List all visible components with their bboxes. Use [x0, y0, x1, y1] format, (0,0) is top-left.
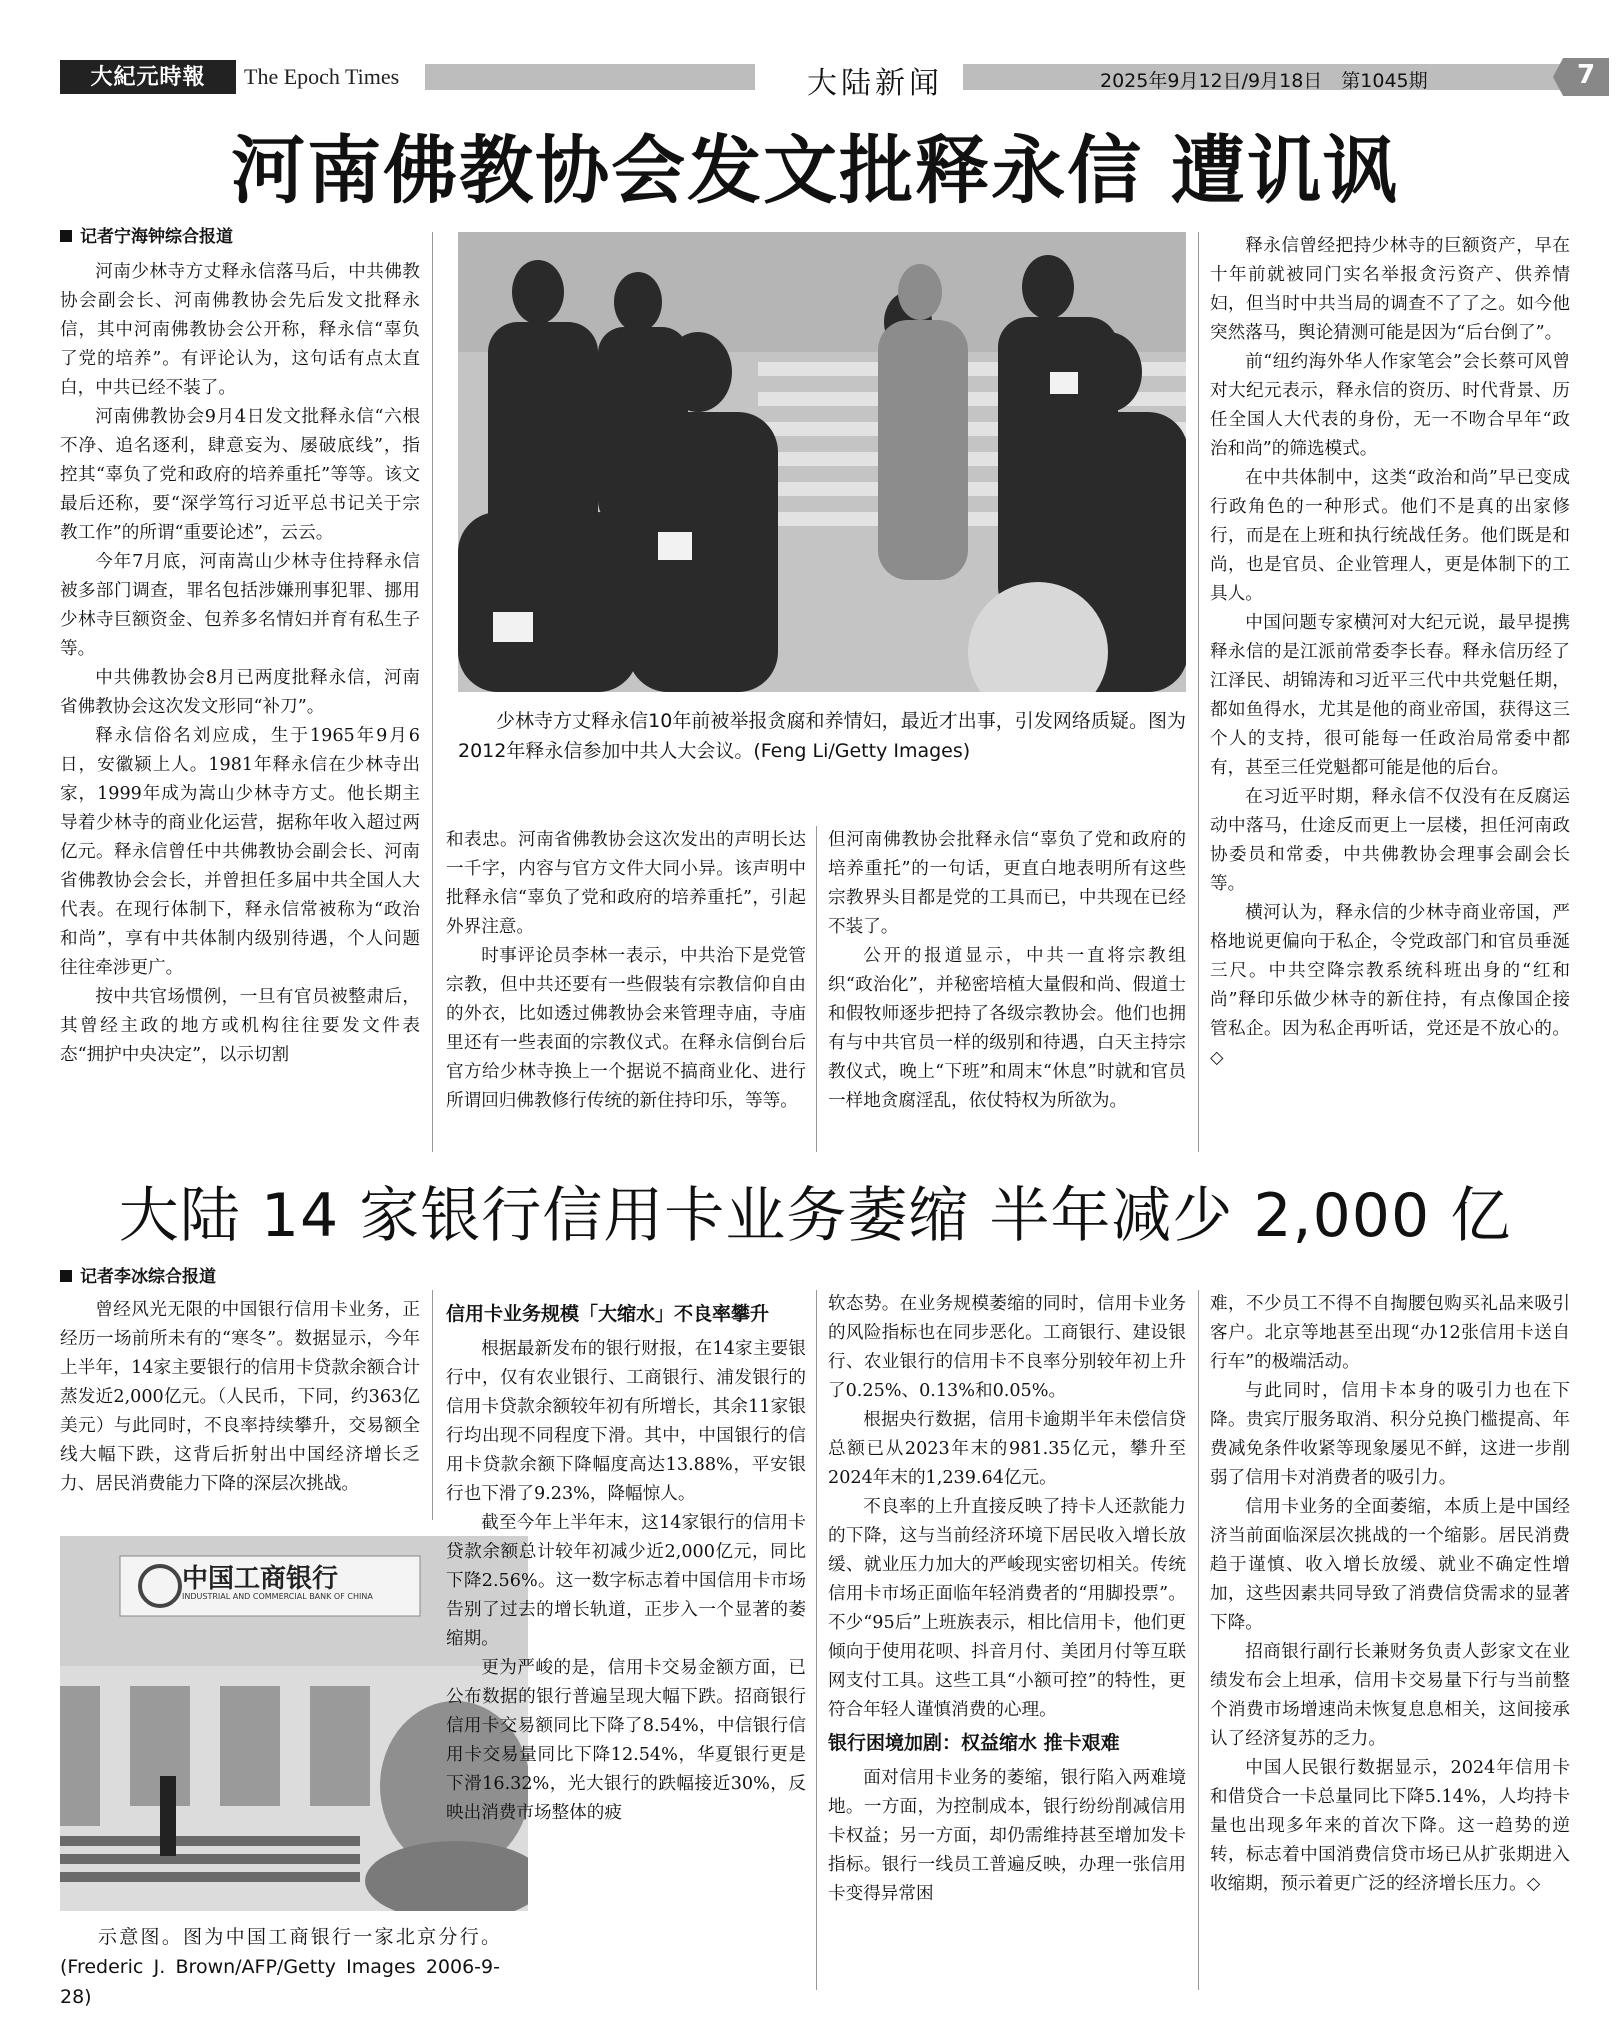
article1-byline — [60, 222, 233, 247]
paragraph: 信用卡业务的全面萎缩，本质上是中国经济当前面临深层次挑战的一个缩影。居民消费趋于谨慎、收入增长放缓、就业不确定性增加，这些因素共同导致了消费信贷需求的显著下降。 — [1210, 1497, 1570, 1633]
article2-subhead-2: 银行困境加剧：权益缩水 推卡艰难 — [828, 1732, 1120, 1754]
paragraph: 难，不少员工不得不自掏腰包购买礼品来吸引客户。北京等地甚至出现“办12张信用卡送自行车”的极端活动。 — [1210, 1294, 1570, 1372]
page-number: 7 — [1577, 60, 1596, 90]
paragraph: 中共佛教协会8月已两度批释永信，河南省佛教协会这次发文形同“补刀”。 — [60, 668, 420, 717]
paragraph: 横河认为，释永信的少林寺商业帝国，严格地说更偏向于私企，令党政部门和官员垂涎三尺。中共空降宗教系统科班出身的“红和尚”释印乐做少林寺的新住持，有点像国企接管私企。因为私企再听话，党还是不放心的。◇ — [1210, 903, 1570, 1068]
paragraph: 在习近平时期，释永信不仅没有在反腐运动中落马，仕途反而更上一层楼，担任河南政协委员和常委，中共佛教协会理事会副会长等。 — [1210, 787, 1570, 894]
paragraph: 释永信俗名刘应成，生于1965年9月6日，安徽颍上人。1981年释永信在少林寺出家，1999年成为嵩山少林寺方丈。他长期主导着少林寺的商业化运营，据称年收入超过两亿元。释永信曾任中共佛教协会副会长、河南省佛教协会会长，并曾担任多届中共全国人大代表。在现行体制下，释永信常被称为“政治和尚”，享有中共体制内级别待遇，个人问题往往牵涉更广。 — [60, 726, 420, 978]
column-rule — [1198, 232, 1199, 1152]
paragraph: 释永信曾经把持少林寺的巨额资产，早在十年前就被同门实名举报贪污资产、供养情妇，但当时中共当局的调查不了了之。如今他突然落马，舆论猜测可能是因为“后台倒了”。 — [1210, 236, 1570, 343]
paragraph: 曾经风光无限的中国银行信用卡业务，正经历一场前所未有的“寒冬”。数据显示，今年上半年，14家主要银行的信用卡贷款余额合计蒸发近2,000亿元。（人民币，下同，约363亿美元）与此同时，不良率持续攀升，交易额全线大幅下跌，这背后折射出中国经济增长乏力、居民消费能力下降的深层次挑战。 — [60, 1300, 420, 1494]
article2-col4 — [1210, 1290, 1570, 1899]
byline-square-icon — [60, 1270, 72, 1282]
column-rule — [432, 232, 433, 1152]
article2-photo-caption: 示意图。图为中国工商银行一家北京分行。(Frederic J. Brown/AFP/Getty Images 2006-9-28) — [60, 1926, 500, 2008]
article2-byline — [60, 1262, 216, 1287]
article2-col2 — [446, 1296, 806, 1828]
epoch-times-logo-en: The Epoch Times — [244, 64, 400, 89]
paragraph: 中国问题专家横河对大纪元说，最早提携释永信的是江派前常委李长春。释永信历经了江泽民、胡锦涛和习近平三代中共党魁任期，都如鱼得水，尤其是他的商业帝国，获得这三个人的支持，很可能每一任政治局常委中都有，甚至三任党魁都可能是他的后台。 — [1210, 613, 1570, 778]
paragraph: 更为严峻的是，信用卡交易金额方面，已公布数据的银行普遍呈现大幅下跌。招商银行信用卡交易额同比下降了8.54%，中信银行信用卡交易量同比下降12.54%，华夏银行更是下滑16.32%，光大银行的跌幅接近30%，反映出消费市场整体的疲 — [446, 1658, 806, 1823]
paragraph: 在中共体制中，这类“政治和尚”早已变成行政角色的一种形式。他们不是真的出家修行，而是在上班和执行统战任务。他们既是和尚，也是官员、企业管理人，更是体制下的工具人。 — [1210, 468, 1570, 604]
column-rule — [432, 1290, 433, 1520]
article1-photo-caption: 少林寺方丈释永信10年前被举报贪腐和养情妇，最近才出事，引发网络质疑。图为2012年释永信参加中共人大会议。(Feng Li/Getty Images) — [458, 710, 1186, 762]
paragraph: 软态势。在业务规模萎缩的同时，信用卡业务的风险指标也在同步恶化。工商银行、建设银行、农业银行的信用卡不良率分别较年初上升了0.25%、0.13%和0.05%。 — [828, 1294, 1186, 1401]
paragraph: 前“纽约海外华人作家笔会”会长蔡可风曾对大纪元表示，释永信的资历、时代背景、历任全国人大代表的身份，无一不吻合早年“政治和尚”的筛选模式。 — [1210, 352, 1570, 459]
article1-photo — [458, 232, 1186, 692]
section-title: 大陆新闻 — [807, 66, 943, 101]
article1-byline-text: 记者宁海钟综合报道 — [80, 227, 233, 247]
paragraph: 根据央行数据，信用卡逾期半年未偿信贷总额已从2023年末的981.35亿元，攀升至2024年末的1,239.64亿元。 — [828, 1410, 1186, 1488]
header-bar-left — [425, 64, 755, 90]
article2-subhead-1: 信用卡业务规模「大缩水」不良率攀升 — [446, 1303, 770, 1325]
paragraph: 根据最新发布的银行财报，在14家主要银行中，仅有农业银行、工商银行、浦发银行的信用卡贷款余额较年初有所增长，其余11家银行均出现不同程度下滑。其中，中国银行的信用卡贷款余额下降幅度高达13.88%，平安银行也下滑了9.23%，降幅惊人。 — [446, 1339, 806, 1504]
paragraph: 面对信用卡业务的萎缩，银行陷入两难境地。一方面，为控制成本，银行纷纷削减信用卡权益；另一方面，却仍需维持甚至增加发卡指标。银行一线员工普遍反映，办理一张信用卡变得异常困 — [828, 1768, 1186, 1904]
paragraph: 时事评论员李林一表示，中共治下是党管宗教，但中共还要有一些假装有宗教信仰自由的外衣，比如透过佛教协会来管理寺庙，寺庙里还有一些表面的宗教仪式。在释永信倒台后官方给少林寺换上一个据说不搞商业化、进行所谓回归佛教修行传统的新住持印乐，等等。 — [446, 946, 806, 1111]
paragraph: 截至今年上半年末，这14家银行的信用卡贷款余额总计较年初减少近2,000亿元，同比下降2.56%。这一数字标志着中国信用卡市场告别了过去的增长轨道，正步入一个显著的萎缩期。 — [446, 1513, 806, 1649]
paragraph: 中国人民银行数据显示，2024年信用卡和借贷合一卡总量同比下降5.14%，人均持卡量也出现多年来的首次下降。这一趋势的逆转，标志着中国消费信贷市场已从扩张期进入收缩期，预示着更广泛的经济增长压力。◇ — [1210, 1758, 1570, 1894]
paragraph: 公开的报道显示，中共一直将宗教组织“政治化”，并秘密培植大量假和尚、假道士和假牧师逐步把持了各级宗教协会。他们也拥有与中共官员一样的级别和待遇，白天主持宗教仪式，晚上“下班”和周末“休息”时就和官员一样地贪腐淫乱，依仗特权为所欲为。 — [828, 946, 1186, 1111]
article1-col2 — [446, 826, 806, 1116]
article1-col3 — [828, 826, 1186, 1116]
column-rule — [816, 826, 817, 1152]
date-issue: 2025年9月12日/9月18日 第1045期 — [1100, 70, 1428, 92]
article2-col1 — [60, 1296, 420, 1499]
column-rule — [816, 1290, 817, 1990]
paragraph: 河南少林寺方丈释永信落马后，中共佛教协会副会长、河南佛教协会先后发文批释永信，其中河南佛教协会公开称，释永信“辜负了党的培养”。有评论认为，这句话有点太直白，中共已经不装了。 — [60, 262, 420, 398]
paragraph: 和表忠。河南省佛教协会这次发出的声明长达一千字，内容与官方文件大同小异。该声明中批释永信“辜负了党和政府的培养重托”，引起外界注意。 — [446, 830, 806, 937]
paragraph: 与此同时，信用卡本身的吸引力也在下降。贵宾厅服务取消、积分兑换门槛提高、年费减免条件收紧等现象屡见不鲜，这进一步削弱了信用卡对消费者的吸引力。 — [1210, 1381, 1570, 1488]
article1-col1 — [60, 258, 420, 1070]
paragraph: 不良率的上升直接反映了持卡人还款能力的下降，这与当前经济环境下居民收入增长放缓、就业压力加大的严峻现实密切相关。传统信用卡市场正面临年轻消费者的“用脚投票”。不少“95后”上班族表示，相比信用卡，他们更倾向于使用花呗、抖音月付、美团月付等互联网支付工具。这些工具“小额可控”的特性，更符合年轻人谨慎消费的心理。 — [828, 1497, 1186, 1720]
article1-col4 — [1210, 232, 1570, 1073]
article1-headline: 河南佛教协会发文批释永信 遭讥讽 — [231, 128, 1399, 214]
paragraph: 河南佛教协会9月4日发文批释永信“六根不净、追名逐利，肆意妄为、屡破底线”，指控其“辜负了党和政府的培养重托”等等。该文最后还称，要“深学笃行习近平总书记关于宗教工作”的所谓“重要论述”，云云。 — [60, 407, 420, 543]
masthead — [60, 60, 1596, 101]
paragraph: 招商银行副行长兼财务负责人彭家文在业绩发布会上坦承，信用卡交易量下行与当前整个消费市场增速尚未恢复息息相关，这间接承认了经济复苏的乏力。 — [1210, 1642, 1570, 1749]
paragraph: 今年7月底，河南嵩山少林寺住持释永信被多部门调查，罪名包括涉嫌刑事犯罪、挪用少林寺巨额资金、包养多名情妇并育有私生子等。 — [60, 552, 420, 659]
paragraph: 但河南佛教协会批释永信“辜负了党和政府的培养重托”的一句话，更直白地表明所有这些宗教界头目都是党的工具而已，中共现在已经不装了。 — [828, 830, 1186, 937]
delegates-photo-illustration — [458, 232, 1186, 692]
icbc-sign-text-en: INDUSTRIAL AND COMMERCIAL BANK OF CHINA — [182, 1592, 373, 1601]
article2-byline-text: 记者李冰综合报道 — [80, 1267, 216, 1287]
column-rule — [1198, 1290, 1199, 1990]
icbc-sign-text: 中国工商银行 — [182, 1564, 339, 1594]
article2-headline: 大陆 14 家银行信用卡业务萎缩 半年减少 2,000 亿 — [118, 1181, 1512, 1251]
article2-col3 — [828, 1290, 1186, 1909]
paragraph: 按中共官场惯例，一旦有官员被整肃后，其曾经主政的地方或机构往往要发文件表态“拥护中央决定”，以示切割 — [60, 987, 420, 1065]
epoch-times-logo-zh: 大紀元時報 — [60, 60, 236, 94]
byline-square-icon — [60, 230, 72, 242]
